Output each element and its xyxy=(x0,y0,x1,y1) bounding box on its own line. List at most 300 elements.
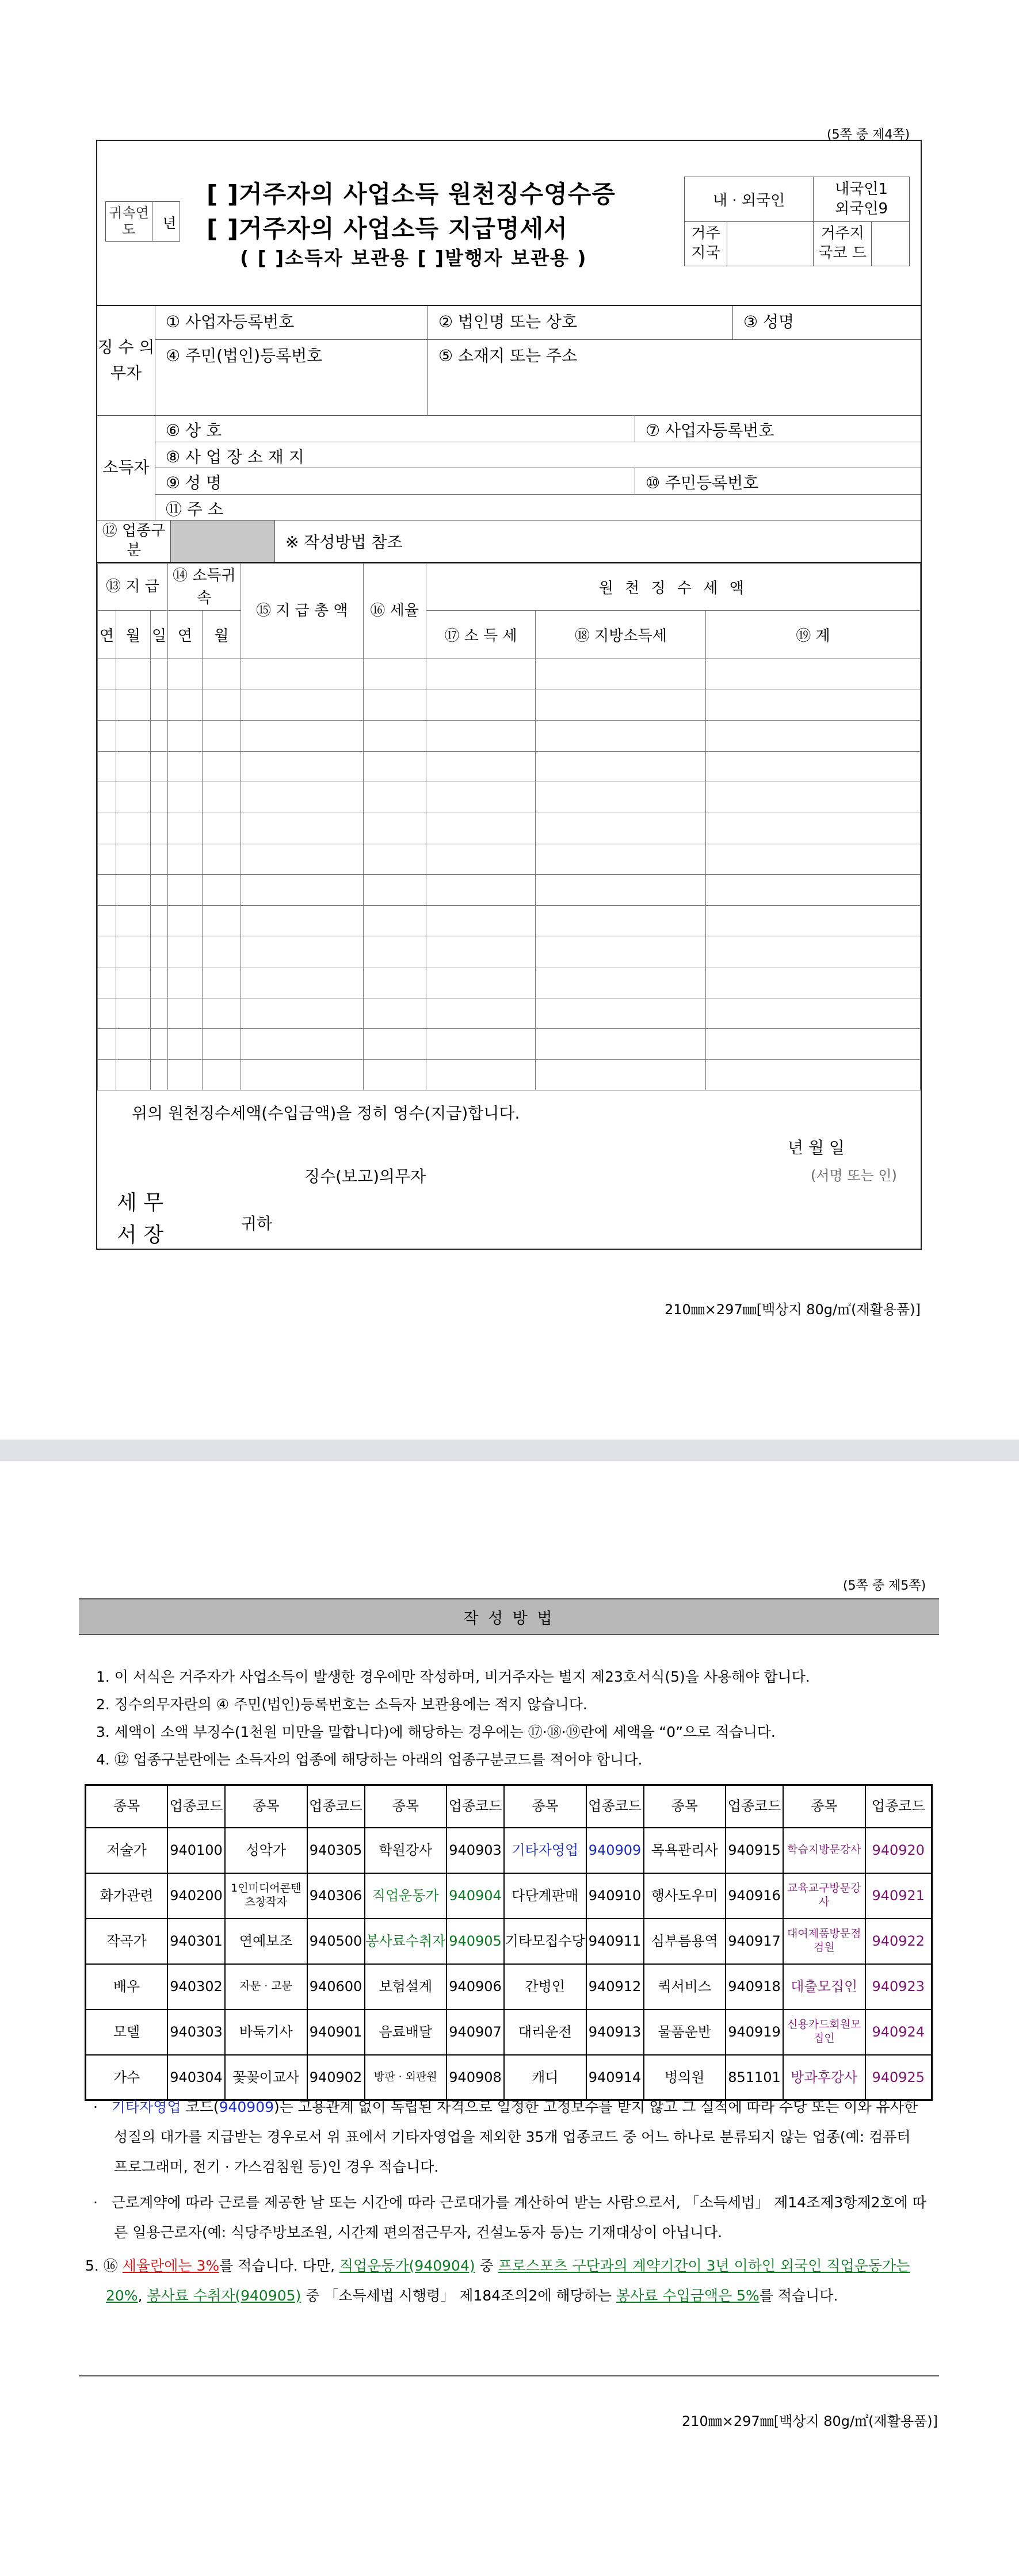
payment-row xyxy=(98,1029,921,1060)
col-header-name: 종목 xyxy=(225,1785,307,1828)
payment-cell[interactable] xyxy=(167,813,202,844)
earner-business-location[interactable]: ⑧ 사 업 장 소 재 지 xyxy=(166,447,304,466)
payment-row xyxy=(98,875,921,906)
payment-cell[interactable] xyxy=(241,751,363,782)
earner-business-no[interactable]: ⑦ 사업자등록번호 xyxy=(646,421,774,440)
industry-code: 940923 xyxy=(865,1964,932,2009)
industry-name: 목욕관리사 xyxy=(644,1828,726,1873)
payment-cell[interactable] xyxy=(241,782,363,813)
industry-code-table xyxy=(85,1784,933,2101)
payment-cell[interactable] xyxy=(536,875,706,906)
industry-code: 940919 xyxy=(726,2009,783,2055)
payment-cell[interactable] xyxy=(167,905,202,936)
payment-cell[interactable] xyxy=(426,782,536,813)
industry-code: 940301 xyxy=(167,1919,225,1964)
payment-cell[interactable] xyxy=(363,721,426,752)
payment-row xyxy=(98,936,921,967)
country-code-field[interactable] xyxy=(872,222,909,266)
col-header-name: 종목 xyxy=(365,1785,447,1828)
earner-trade-name[interactable]: ⑥ 상 호 xyxy=(155,416,635,442)
col-header-name: 종목 xyxy=(783,1785,865,1828)
payment-cell[interactable] xyxy=(536,782,706,813)
payment-cell[interactable] xyxy=(150,967,167,998)
instruction-list xyxy=(96,1663,956,1774)
industry-code: 940910 xyxy=(586,1873,644,1919)
payment-row xyxy=(98,751,921,782)
sign-note: (서명 또는 인) xyxy=(811,1168,897,1184)
industry-name: 간병인 xyxy=(504,1964,586,2009)
title-receipt: [ ]거주자의 사업소득 원천징수영수증 xyxy=(207,180,616,208)
payment-cell[interactable] xyxy=(426,998,536,1029)
payment-cell[interactable] xyxy=(363,905,426,936)
payment-row xyxy=(98,998,921,1029)
instruction-3: 3. 세액이 소액 부징수(1천원 미만을 말합니다)에 해당하는 경우에는 ⑰·⑱·⑲란에 세액을 “0”으로 적습니다. xyxy=(96,1724,776,1740)
payment-cell[interactable] xyxy=(150,844,167,875)
industry-name: 퀵서비스 xyxy=(644,1964,726,2009)
paper-note: 210㎜×297㎜[백상지 80g/㎡(재활용품)] xyxy=(665,1302,921,1318)
form-header xyxy=(97,141,921,306)
payment-cell[interactable] xyxy=(98,721,116,752)
payment-cell[interactable] xyxy=(202,659,241,690)
industry-name: 직업운동가 xyxy=(365,1873,447,1919)
industry-name: 물품운반 xyxy=(644,2009,726,2055)
industry-label: ⑫ 업종구분 xyxy=(97,520,171,562)
payment-cell[interactable] xyxy=(241,721,363,752)
instruction-2: 2. 징수의무자란의 ④ 주민(법인)등록번호는 소득자 보관용에는 적지 않습니다. xyxy=(96,1696,587,1713)
payment-cell[interactable] xyxy=(116,936,150,967)
payment-cell[interactable] xyxy=(241,998,363,1029)
industry-name: 성악가 xyxy=(225,1828,307,1873)
note-1: · 기타자영업 코드(940909)는 고용관계 없이 독립된 자격으로 일정한 고정보수를 받지 않고 그 실적에 따라 수당 또는 이와 유사한 성질의 대가를 지급받는 경우로서 위 표에서 기타자영업을 제외한 35개 업종코드 중 어느 하나로 분류되지 않는 업종(예: 컴퓨터 프로그래머, 전기 · 가스검침원 등)인 경우 적습니다. xyxy=(93,2099,918,2175)
industry-code: 940303 xyxy=(167,2009,225,2055)
withholder-sign-label: 징수(보고)의무자 xyxy=(304,1167,426,1186)
payment-cell[interactable] xyxy=(241,967,363,998)
payment-cell[interactable] xyxy=(150,782,167,813)
industry-code: 940100 xyxy=(167,1828,225,1873)
payment-cell[interactable] xyxy=(150,813,167,844)
payment-cell[interactable] xyxy=(536,690,706,721)
payment-row xyxy=(98,659,921,690)
payment-cell[interactable] xyxy=(98,875,116,906)
code-row xyxy=(86,2009,932,2055)
code-row xyxy=(86,1919,932,1964)
industry-code: 940306 xyxy=(307,1873,365,1919)
payment-cell[interactable] xyxy=(98,782,116,813)
payment-cell[interactable] xyxy=(116,967,150,998)
industry-name: 작곡가 xyxy=(86,1919,168,1964)
payment-cell[interactable] xyxy=(363,690,426,721)
payment-cell[interactable] xyxy=(363,782,426,813)
withholder-label: 징 수 의무자 xyxy=(97,306,155,415)
payment-cell[interactable] xyxy=(706,1059,921,1090)
industry-code: 940305 xyxy=(307,1828,365,1873)
payment-cell[interactable] xyxy=(706,1029,921,1060)
payment-cell[interactable] xyxy=(167,721,202,752)
notes-section xyxy=(85,2092,929,2311)
payment-cell[interactable] xyxy=(116,690,150,721)
payment-cell[interactable] xyxy=(202,721,241,752)
payment-cell[interactable] xyxy=(536,659,706,690)
rate-5pct: 봉사료 수입금액은 5% xyxy=(616,2287,760,2304)
payment-cell[interactable] xyxy=(116,782,150,813)
payment-cell[interactable] xyxy=(706,751,921,782)
industry-code: 940909 xyxy=(586,1828,644,1873)
code-row xyxy=(86,1828,932,1873)
payment-cell[interactable] xyxy=(150,875,167,906)
industry-code: 940200 xyxy=(167,1873,225,1919)
payment-cell[interactable] xyxy=(536,1029,706,1060)
payment-cell[interactable] xyxy=(426,690,536,721)
col-total-payment: ⑮ 지 급 총 액 xyxy=(241,564,363,659)
payment-cell[interactable] xyxy=(98,1029,116,1060)
industry-name: 모델 xyxy=(86,2009,168,2055)
country-field[interactable] xyxy=(727,222,814,266)
payment-cell[interactable] xyxy=(241,813,363,844)
payment-cell[interactable] xyxy=(98,690,116,721)
col-income-period: ⑭ 소득귀속 xyxy=(167,564,241,611)
col-withholding-tax: 원 천 징 수 세 액 xyxy=(426,564,920,611)
payment-cell[interactable] xyxy=(706,659,921,690)
payment-cell[interactable] xyxy=(98,844,116,875)
industry-name: 화가관련 xyxy=(86,1873,168,1919)
payment-cell[interactable] xyxy=(536,751,706,782)
payment-cell[interactable] xyxy=(167,690,202,721)
industry-name: 다단계판매 xyxy=(504,1873,586,1919)
payment-cell[interactable] xyxy=(167,1059,202,1090)
payment-cell[interactable] xyxy=(202,813,241,844)
industry-name: 1인미디어콘텐츠창작자 xyxy=(225,1873,307,1919)
payment-cell[interactable] xyxy=(706,782,921,813)
payment-cell[interactable] xyxy=(536,905,706,936)
payment-row xyxy=(98,967,921,998)
payment-cell[interactable] xyxy=(426,1029,536,1060)
payment-cell[interactable] xyxy=(536,998,706,1029)
industry-row xyxy=(97,520,921,563)
earner-name[interactable]: ⑨ 성 명 xyxy=(155,468,635,494)
industry-code-field[interactable] xyxy=(171,520,275,562)
payment-cell[interactable] xyxy=(363,1029,426,1060)
col-income-tax: ⑰ 소 득 세 xyxy=(426,611,536,659)
industry-name: 저술가 xyxy=(86,1828,168,1873)
payment-cell[interactable] xyxy=(241,905,363,936)
payment-cell[interactable] xyxy=(167,1029,202,1060)
industry-name: 교육교구방문강사 xyxy=(783,1873,865,1919)
date-line[interactable]: 년 월 일 xyxy=(788,1138,845,1158)
payment-cell[interactable] xyxy=(202,690,241,721)
payment-cell[interactable] xyxy=(116,751,150,782)
col-header-name: 종목 xyxy=(86,1785,168,1828)
industry-name: 보험설계 xyxy=(365,1964,447,2009)
col-header-code: 업종코드 xyxy=(446,1785,504,1828)
col-total: ⑲ 계 xyxy=(706,611,921,659)
payment-row xyxy=(98,813,921,844)
payment-row xyxy=(98,844,921,875)
industry-name: 방과후강사 xyxy=(783,2055,865,2100)
payment-cell[interactable] xyxy=(706,813,921,844)
payment-cell[interactable] xyxy=(202,905,241,936)
payment-cell[interactable] xyxy=(363,1059,426,1090)
payment-table xyxy=(97,563,921,1090)
industry-name: 봉사료수취자 xyxy=(365,1919,447,1964)
payment-cell[interactable] xyxy=(116,1059,150,1090)
note-1-code: 940909 xyxy=(219,2099,274,2115)
payment-cell[interactable] xyxy=(167,936,202,967)
payment-cell[interactable] xyxy=(426,875,536,906)
payment-cell[interactable] xyxy=(426,721,536,752)
payment-cell[interactable] xyxy=(426,659,536,690)
col-local-tax: ⑱ 지방소득세 xyxy=(536,611,706,659)
payment-cell[interactable] xyxy=(167,659,202,690)
payment-cell[interactable] xyxy=(426,967,536,998)
payment-cell[interactable] xyxy=(98,998,116,1029)
payment-cell[interactable] xyxy=(241,844,363,875)
paper-note-2: 210㎜×297㎜[백상지 80g/㎡(재활용품)] xyxy=(682,2413,938,2429)
rate-service: 봉사료 수취자(940905) xyxy=(147,2287,301,2304)
industry-code: 940912 xyxy=(586,1964,644,2009)
payment-cell[interactable] xyxy=(706,721,921,752)
industry-name: 꽃꽂이교사 xyxy=(225,2055,307,2100)
receipt-statement: 위의 원천징수세액(수입금액)을 정히 영수(지급)합니다. xyxy=(132,1104,520,1123)
payment-cell[interactable] xyxy=(241,875,363,906)
payment-cell[interactable] xyxy=(116,844,150,875)
payment-cell[interactable] xyxy=(426,936,536,967)
withholder-name[interactable]: ③ 성명 xyxy=(743,312,795,331)
payment-cell[interactable] xyxy=(167,875,202,906)
payment-cell[interactable] xyxy=(536,967,706,998)
payment-cell[interactable] xyxy=(241,936,363,967)
earner-label: 소득자 xyxy=(97,416,155,520)
industry-code: 940908 xyxy=(446,2055,504,2100)
payment-cell[interactable] xyxy=(98,813,116,844)
col-header-code: 업종코드 xyxy=(586,1785,644,1828)
payment-cell[interactable] xyxy=(150,721,167,752)
col-tax-rate: ⑯ 세율 xyxy=(363,564,426,659)
industry-name: 기타모집수당 xyxy=(504,1919,586,1964)
payment-cell[interactable] xyxy=(706,967,921,998)
payment-cell[interactable] xyxy=(536,936,706,967)
payment-cell[interactable] xyxy=(536,721,706,752)
payment-cell[interactable] xyxy=(167,782,202,813)
subtitle: ( [ ]소득자 보관용 [ ]발행자 보관용 ) xyxy=(240,247,587,269)
payment-cell[interactable] xyxy=(426,751,536,782)
industry-code: 940915 xyxy=(726,1828,783,1873)
col-header-name: 종목 xyxy=(504,1785,586,1828)
payment-cell[interactable] xyxy=(426,1059,536,1090)
industry-code: 940918 xyxy=(726,1964,783,2009)
payment-cell[interactable] xyxy=(150,998,167,1029)
payment-cell[interactable] xyxy=(536,1059,706,1090)
industry-code: 940922 xyxy=(865,1919,932,1964)
resident-label: 내 · 외국인 xyxy=(685,177,814,222)
industry-name: 병의원 xyxy=(644,2055,726,2100)
payment-cell[interactable] xyxy=(98,751,116,782)
code-row xyxy=(86,1873,932,1919)
payment-cell[interactable] xyxy=(706,998,921,1029)
instruction-5: 5. ⑯ 세율란에는 3%를 적습니다. 다만, 직업운동가(940904) 중 프로스포츠 구단과의 계약기간이 3년 이하인 외국인 직업운동가는 20%, 봉사료 수취자(940905) 중 「소득세법 시행령」 제184조의2에 해당하는 봉사료 수입금액은 5%를 적습니다. xyxy=(85,2257,910,2304)
industry-code: 940917 xyxy=(726,1919,783,1964)
payment-cell[interactable] xyxy=(150,690,167,721)
payment-cell[interactable] xyxy=(202,998,241,1029)
col-header-name: 종목 xyxy=(644,1785,726,1828)
payment-cell[interactable] xyxy=(426,813,536,844)
payment-row xyxy=(98,1059,921,1090)
industry-name: 대리운전 xyxy=(504,2009,586,2055)
payment-cell[interactable] xyxy=(363,967,426,998)
payment-row xyxy=(98,690,921,721)
payment-cell[interactable] xyxy=(241,1029,363,1060)
page-number: (5쪽 중 제4쪽) xyxy=(827,128,910,142)
country-label: 거주지국 xyxy=(685,222,727,266)
payment-cell[interactable] xyxy=(116,813,150,844)
resident-options[interactable]: 내국인1 외국인9 xyxy=(814,177,910,222)
business-reg-no[interactable]: ① 사업자등록번호 xyxy=(155,306,428,339)
industry-code: 940921 xyxy=(865,1873,932,1919)
payment-cell[interactable] xyxy=(202,875,241,906)
earner-address[interactable]: ⑪ 주 소 xyxy=(166,500,223,519)
payment-cell[interactable] xyxy=(150,1059,167,1090)
payment-cell[interactable] xyxy=(150,659,167,690)
industry-name: 가수 xyxy=(86,2055,168,2100)
payment-cell[interactable] xyxy=(706,905,921,936)
payment-cell[interactable] xyxy=(363,998,426,1029)
industry-code: 940906 xyxy=(446,1964,504,2009)
col-header-code: 업종코드 xyxy=(726,1785,783,1828)
residence-box xyxy=(684,177,910,266)
payment-cell[interactable] xyxy=(98,967,116,998)
payment-cell[interactable] xyxy=(363,751,426,782)
payment-cell[interactable] xyxy=(116,905,150,936)
industry-code: 940903 xyxy=(446,1828,504,1873)
payment-cell[interactable] xyxy=(116,721,150,752)
payment-cell[interactable] xyxy=(706,844,921,875)
payment-cell[interactable] xyxy=(536,813,706,844)
industry-code: 940911 xyxy=(586,1919,644,1964)
industry-name: 캐디 xyxy=(504,2055,586,2100)
payment-cell[interactable] xyxy=(363,844,426,875)
withholder-section xyxy=(97,306,921,416)
col-year: 연 xyxy=(98,611,116,659)
payment-cell[interactable] xyxy=(202,751,241,782)
industry-name: 신용카드회원모집인 xyxy=(783,2009,865,2055)
industry-name: 연예보조 xyxy=(225,1919,307,1964)
payment-cell[interactable] xyxy=(706,936,921,967)
col-header-code: 업종코드 xyxy=(865,1785,932,1828)
form-footer xyxy=(97,1090,921,1249)
corp-name[interactable]: ② 법인명 또는 상호 xyxy=(428,306,733,339)
year-box xyxy=(105,201,180,242)
industry-name: 기타자영업 xyxy=(504,1828,586,1873)
instruction-1: 1. 이 서식은 거주자가 사업소득이 발생한 경우에만 작성하며, 비거주자는 별지 제23호서식(5)을 사용해야 합니다. xyxy=(96,1668,810,1685)
earner-resident-no[interactable]: ⑩ 주민등록번호 xyxy=(646,473,759,493)
payment-cell[interactable] xyxy=(167,844,202,875)
payment-cell[interactable] xyxy=(706,690,921,721)
payment-cell[interactable] xyxy=(202,844,241,875)
country-code-label: 거주지국코 드 xyxy=(814,222,872,266)
col-day: 일 xyxy=(150,611,167,659)
payment-cell[interactable] xyxy=(202,782,241,813)
industry-code: 940920 xyxy=(865,1828,932,1873)
payment-row xyxy=(98,905,921,936)
country-code-cell xyxy=(814,222,910,266)
rate-athlete: 직업운동가(940904) xyxy=(339,2257,475,2274)
industry-name: 음료배달 xyxy=(365,2009,447,2055)
industry-code: 940916 xyxy=(726,1873,783,1919)
bottom-divider xyxy=(79,2375,939,2376)
payment-cell[interactable] xyxy=(241,690,363,721)
industry-code: 940925 xyxy=(865,2055,932,2100)
payment-cell[interactable] xyxy=(536,844,706,875)
payment-cell[interactable] xyxy=(116,875,150,906)
form-sheet xyxy=(96,140,922,1250)
payment-cell[interactable] xyxy=(202,936,241,967)
instruction-4: 4. ⑫ 업종구분란에는 소득자의 업종에 해당하는 아래의 업종구분코드를 적어야 합니다. xyxy=(96,1751,643,1768)
payment-cell[interactable] xyxy=(150,936,167,967)
withholder-address[interactable]: ⑤ 소재지 또는 주소 xyxy=(438,346,578,365)
col-year-2: 연 xyxy=(167,611,202,659)
industry-name: 학원강사 xyxy=(365,1828,447,1873)
industry-note: ※ 작성방법 참조 xyxy=(285,533,403,552)
resident-reg-no[interactable]: ④ 주민(법인)등록번호 xyxy=(155,340,428,415)
col-header-code: 업종코드 xyxy=(167,1785,225,1828)
payment-cell[interactable] xyxy=(706,875,921,906)
payment-cell[interactable] xyxy=(150,751,167,782)
payment-cell[interactable] xyxy=(167,751,202,782)
industry-code: 940600 xyxy=(307,1964,365,2009)
code-row xyxy=(86,1964,932,2009)
payment-cell[interactable] xyxy=(150,1029,167,1060)
industry-code: 940902 xyxy=(307,2055,365,2100)
payment-cell[interactable] xyxy=(363,659,426,690)
col-header-code: 업종코드 xyxy=(307,1785,365,1828)
payment-cell[interactable] xyxy=(241,659,363,690)
earner-section xyxy=(97,416,921,520)
payment-cell[interactable] xyxy=(426,905,536,936)
title-statement: [ ]거주자의 사업소득 지급명세서 xyxy=(207,215,568,243)
payment-cell[interactable] xyxy=(241,1059,363,1090)
payment-cell[interactable] xyxy=(116,998,150,1029)
industry-code: 940500 xyxy=(307,1919,365,1964)
payment-cell[interactable] xyxy=(116,659,150,690)
payment-cell[interactable] xyxy=(98,905,116,936)
col-payment-date: ⑬ 지 급 xyxy=(98,564,168,611)
payment-cell[interactable] xyxy=(202,967,241,998)
year-unit[interactable]: 년 xyxy=(162,215,176,231)
payment-cell[interactable] xyxy=(98,936,116,967)
industry-code: 940901 xyxy=(307,2009,365,2055)
payment-cell[interactable] xyxy=(116,1029,150,1060)
payment-cell[interactable] xyxy=(202,1059,241,1090)
payment-cell[interactable] xyxy=(98,1059,116,1090)
industry-code: 940302 xyxy=(167,1964,225,2009)
payment-cell[interactable] xyxy=(363,813,426,844)
industry-name: 심부름용역 xyxy=(644,1919,726,1964)
payment-cell[interactable] xyxy=(426,844,536,875)
instructions-heading: 작 성 방 법 xyxy=(79,1598,939,1635)
payment-cell[interactable] xyxy=(167,967,202,998)
industry-name: 대여제품방문점검원 xyxy=(783,1919,865,1964)
payment-cell[interactable] xyxy=(202,1029,241,1060)
payment-cell[interactable] xyxy=(363,875,426,906)
payment-cell[interactable] xyxy=(150,905,167,936)
col-month-2: 월 xyxy=(202,611,241,659)
industry-name: 바둑기사 xyxy=(225,2009,307,2055)
industry-code: 940924 xyxy=(865,2009,932,2055)
page-5 xyxy=(0,1461,1019,2576)
payment-cell[interactable] xyxy=(98,659,116,690)
payment-cell[interactable] xyxy=(167,998,202,1029)
industry-code: 940914 xyxy=(586,2055,644,2100)
payment-cell[interactable] xyxy=(363,936,426,967)
